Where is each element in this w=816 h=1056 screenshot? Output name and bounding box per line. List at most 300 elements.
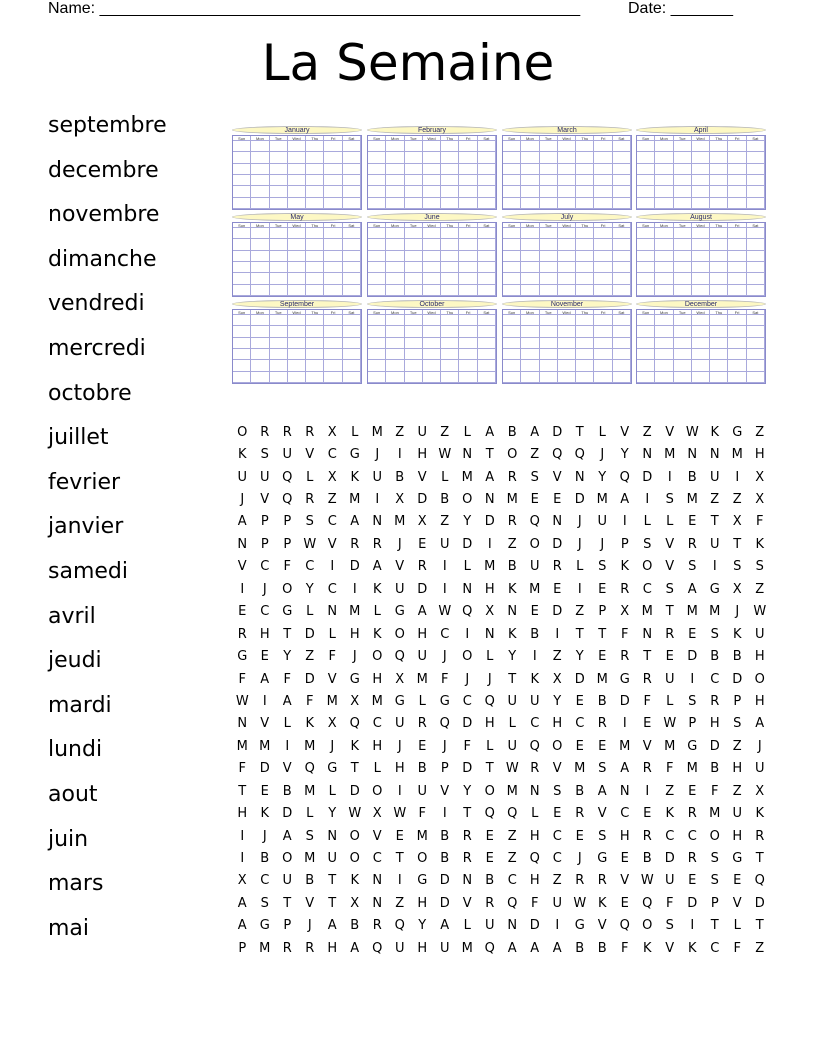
day-cell	[613, 262, 631, 273]
day-cell	[521, 186, 539, 197]
day-cell	[423, 262, 441, 273]
day-cell	[576, 198, 594, 209]
puzzle-letter: C	[327, 447, 337, 463]
puzzle-letter: U	[282, 447, 292, 463]
puzzle-letter: N	[709, 447, 720, 463]
day-cell	[386, 239, 404, 250]
puzzle-letter: V	[732, 895, 742, 911]
puzzle-letter: I	[240, 581, 245, 597]
puzzle-letter: K	[350, 469, 360, 485]
day-cell	[288, 164, 306, 175]
day-cell	[503, 273, 521, 284]
day-cell	[637, 285, 655, 296]
puzzle-letter: I	[667, 469, 672, 485]
puzzle-letter: R	[620, 649, 630, 665]
weekday-label: Fri	[459, 310, 477, 315]
puzzle-letter: S	[710, 626, 719, 642]
day-cell	[270, 152, 288, 163]
day-cell	[288, 338, 306, 349]
puzzle-letter: R	[597, 716, 607, 732]
day-cell	[594, 239, 612, 250]
puzzle-letter: G	[349, 671, 360, 687]
day-cell	[306, 338, 324, 349]
day-cell	[306, 186, 324, 197]
day-cell	[540, 262, 558, 273]
puzzle-letter: B	[687, 469, 697, 485]
puzzle-letter: N	[462, 873, 473, 889]
puzzle-letter: G	[597, 851, 608, 867]
puzzle-letter: Q	[394, 649, 405, 665]
puzzle-letter: G	[709, 581, 720, 597]
puzzle-letter: I	[622, 716, 627, 732]
day-cell	[343, 262, 361, 273]
day-cell	[251, 262, 269, 273]
day-cell	[288, 239, 306, 250]
day-cell	[655, 198, 673, 209]
puzzle-letter: J	[397, 738, 402, 754]
day-cell	[324, 198, 342, 209]
day-cell	[558, 349, 576, 360]
puzzle-letter: H	[327, 940, 338, 956]
puzzle-row	[231, 421, 771, 443]
day-cell	[368, 141, 386, 152]
puzzle-letter: A	[372, 559, 382, 575]
day-cell	[343, 326, 361, 337]
weekday-label: Tue	[540, 136, 558, 141]
month-title: December	[636, 300, 766, 308]
puzzle-letter: M	[641, 604, 653, 620]
day-cell	[558, 326, 576, 337]
puzzle-letter: M	[461, 469, 473, 485]
puzzle-letter: U	[237, 469, 247, 485]
puzzle-letter: B	[395, 469, 405, 485]
puzzle-letter: G	[237, 649, 248, 665]
weekday-label: Wed	[423, 136, 441, 141]
puzzle-letter: L	[463, 918, 471, 934]
puzzle-letter: H	[394, 761, 405, 777]
day-cell	[441, 315, 459, 326]
day-cell	[613, 239, 631, 250]
day-cell	[710, 285, 728, 296]
puzzle-letter: A	[237, 918, 247, 934]
day-cell	[459, 326, 477, 337]
puzzle-letter: T	[665, 604, 674, 620]
puzzle-letter: X	[485, 604, 495, 620]
weekday-label: Thu	[710, 310, 728, 315]
puzzle-letter: M	[686, 604, 698, 620]
weekday-label: Sat	[747, 310, 765, 315]
day-cell	[540, 326, 558, 337]
day-cell	[674, 326, 692, 337]
puzzle-letter: H	[529, 873, 540, 889]
day-cell	[386, 251, 404, 262]
day-cell	[674, 198, 692, 209]
puzzle-letter: A	[597, 783, 607, 799]
puzzle-letter: L	[306, 469, 314, 485]
weekday-label: Sat	[478, 136, 496, 141]
puzzle-letter: I	[397, 873, 402, 889]
day-cell	[368, 251, 386, 262]
day-cell	[233, 175, 251, 186]
puzzle-letter: L	[733, 918, 741, 934]
puzzle-letter: L	[283, 716, 291, 732]
puzzle-letter: M	[236, 738, 248, 754]
puzzle-letter: C	[327, 581, 337, 597]
puzzle-letter: R	[282, 940, 292, 956]
day-cell	[655, 239, 673, 250]
puzzle-letter: U	[552, 895, 562, 911]
puzzle-letter: Z	[575, 604, 585, 620]
puzzle-letter: G	[439, 693, 450, 709]
day-cell	[368, 186, 386, 197]
day-cell	[728, 141, 746, 152]
puzzle-letter: X	[327, 469, 337, 485]
puzzle-letter: N	[642, 626, 653, 642]
day-cell	[324, 349, 342, 360]
puzzle-letter: B	[417, 761, 427, 777]
weekday-label: Mon	[521, 310, 539, 315]
puzzle-letter: E	[688, 626, 697, 642]
puzzle-letter: M	[574, 761, 586, 777]
puzzle-letter: N	[462, 581, 473, 597]
puzzle-letter: C	[530, 716, 540, 732]
day-cell	[576, 285, 594, 296]
puzzle-letter: A	[485, 469, 495, 485]
puzzle-row	[231, 533, 771, 555]
weekday-label: Mon	[521, 223, 539, 228]
puzzle-letter: O	[237, 424, 248, 440]
day-cell	[368, 326, 386, 337]
puzzle-letter: M	[686, 761, 698, 777]
puzzle-letter: V	[597, 918, 607, 934]
puzzle-letter: Q	[372, 940, 383, 956]
day-cell	[558, 228, 576, 239]
puzzle-letter: H	[709, 716, 720, 732]
puzzle-letter: C	[260, 604, 270, 620]
day-cell	[558, 175, 576, 186]
puzzle-letter: D	[754, 895, 765, 911]
puzzle-letter: I	[532, 649, 537, 665]
day-cell	[594, 349, 612, 360]
weekday-label: Fri	[324, 310, 342, 315]
day-cell	[576, 372, 594, 383]
weekday-label: Fri	[459, 136, 477, 141]
puzzle-letter: B	[710, 649, 720, 665]
day-cell	[728, 315, 746, 326]
day-cell	[540, 273, 558, 284]
puzzle-letter: Z	[732, 783, 742, 799]
puzzle-letter: S	[688, 559, 697, 575]
puzzle-letter: Z	[327, 492, 337, 508]
puzzle-letter: I	[375, 492, 380, 508]
day-cell	[270, 228, 288, 239]
puzzle-letter: T	[643, 649, 652, 665]
puzzle-letter: M	[596, 492, 608, 508]
weekday-label: Tue	[405, 310, 423, 315]
day-cell	[343, 239, 361, 250]
puzzle-letter: L	[463, 424, 471, 440]
day-cell	[674, 141, 692, 152]
weekday-label: Sat	[478, 310, 496, 315]
day-cell	[728, 262, 746, 273]
weekday-label: Mon	[521, 136, 539, 141]
weekday-label: Wed	[692, 136, 710, 141]
puzzle-letter: W	[438, 604, 452, 620]
puzzle-letter: L	[666, 693, 674, 709]
puzzle-row	[231, 578, 771, 600]
puzzle-letter: R	[755, 828, 765, 844]
puzzle-letter: O	[709, 828, 720, 844]
day-cell	[324, 141, 342, 152]
day-cell	[233, 152, 251, 163]
day-cell	[637, 349, 655, 360]
puzzle-letter: Z	[440, 514, 450, 530]
day-cell	[503, 164, 521, 175]
puzzle-letter: T	[755, 918, 764, 934]
puzzle-letter: Z	[530, 447, 540, 463]
day-cell	[324, 152, 342, 163]
puzzle-letter: I	[735, 469, 740, 485]
puzzle-letter: V	[620, 873, 630, 889]
day-cell	[306, 315, 324, 326]
puzzle-letter: P	[238, 940, 247, 956]
puzzle-letter: O	[372, 783, 383, 799]
puzzle-letter: M	[304, 851, 316, 867]
day-cell	[324, 372, 342, 383]
day-cell	[306, 285, 324, 296]
day-cell	[270, 273, 288, 284]
puzzle-letter: E	[418, 738, 427, 754]
puzzle-letter: F	[756, 514, 764, 530]
puzzle-letter: X	[732, 581, 742, 597]
day-cell	[576, 349, 594, 360]
puzzle-row	[231, 443, 771, 465]
puzzle-letter: F	[711, 783, 719, 799]
weekday-label: Sun	[503, 136, 521, 141]
day-cell	[692, 175, 710, 186]
puzzle-letter: U	[507, 738, 517, 754]
word-item: octobre	[48, 380, 132, 406]
weekday-label: Sat	[747, 136, 765, 141]
day-cell	[386, 152, 404, 163]
puzzle-letter: C	[327, 514, 337, 530]
puzzle-row	[231, 780, 771, 802]
day-cell	[306, 262, 324, 273]
puzzle-letter: L	[486, 649, 494, 665]
day-cell	[251, 141, 269, 152]
day-cell	[655, 360, 673, 371]
puzzle-letter: Z	[755, 424, 765, 440]
day-cell	[613, 285, 631, 296]
day-cell	[576, 315, 594, 326]
day-cell	[674, 273, 692, 284]
puzzle-letter: A	[237, 514, 247, 530]
puzzle-letter: Z	[440, 424, 450, 440]
day-cell	[692, 360, 710, 371]
day-cell	[233, 360, 251, 371]
day-cell	[478, 315, 496, 326]
day-cell	[405, 152, 423, 163]
puzzle-letter: D	[484, 514, 495, 530]
puzzle-letter: F	[328, 649, 336, 665]
puzzle-letter: D	[574, 671, 585, 687]
puzzle-letter: C	[372, 716, 382, 732]
day-cell	[655, 141, 673, 152]
puzzle-letter: A	[620, 492, 630, 508]
puzzle-letter: Q	[619, 469, 630, 485]
puzzle-letter: G	[619, 671, 630, 687]
month-day-grid	[232, 222, 362, 297]
day-cell	[233, 326, 251, 337]
puzzle-letter: Y	[305, 581, 314, 597]
day-cell	[521, 360, 539, 371]
puzzle-letter: I	[240, 851, 245, 867]
month-day-grid	[367, 309, 497, 384]
puzzle-letter: A	[417, 604, 427, 620]
puzzle-letter: V	[620, 424, 630, 440]
day-cell	[747, 198, 765, 209]
weekday-label: Sat	[613, 136, 631, 141]
weekday-label: Wed	[558, 310, 576, 315]
day-cell	[306, 164, 324, 175]
puzzle-letter: B	[710, 761, 720, 777]
day-cell	[728, 349, 746, 360]
puzzle-letter: E	[688, 783, 697, 799]
puzzle-letter: E	[733, 873, 742, 889]
puzzle-letter: F	[441, 671, 449, 687]
puzzle-letter: A	[237, 895, 247, 911]
puzzle-letter: R	[372, 918, 382, 934]
puzzle-letter: J	[352, 649, 357, 665]
puzzle-letter: U	[484, 918, 495, 934]
puzzle-letter: J	[757, 738, 762, 754]
page-title: La Semaine	[261, 34, 555, 92]
day-cell	[441, 175, 459, 186]
puzzle-letter: M	[304, 783, 316, 799]
puzzle-letter: C	[507, 873, 517, 889]
day-cell	[386, 326, 404, 337]
puzzle-letter: X	[237, 873, 247, 889]
day-cell	[441, 164, 459, 175]
day-cell	[288, 262, 306, 273]
puzzle-letter: K	[597, 895, 607, 911]
day-cell	[368, 164, 386, 175]
puzzle-letter: Z	[305, 649, 315, 665]
puzzle-letter: Q	[484, 940, 495, 956]
puzzle-letter: J	[465, 671, 470, 687]
day-cell	[728, 273, 746, 284]
puzzle-letter: B	[282, 783, 292, 799]
day-cell	[478, 198, 496, 209]
puzzle-letter: L	[328, 783, 336, 799]
day-cell	[441, 372, 459, 383]
puzzle-letter: E	[620, 895, 629, 911]
day-cell	[594, 338, 612, 349]
weekday-label: Tue	[270, 310, 288, 315]
puzzle-letter: Y	[328, 806, 337, 822]
day-cell	[594, 315, 612, 326]
weekday-label: Mon	[386, 136, 404, 141]
day-cell	[540, 239, 558, 250]
puzzle-letter: T	[733, 536, 742, 552]
puzzle-letter: U	[282, 873, 292, 889]
puzzle-letter: T	[463, 806, 472, 822]
puzzle-letter: B	[440, 828, 450, 844]
day-cell	[459, 262, 477, 273]
puzzle-letter: D	[304, 626, 315, 642]
puzzle-letter: T	[575, 626, 584, 642]
day-cell	[594, 152, 612, 163]
day-cell	[233, 186, 251, 197]
puzzle-letter: J	[600, 536, 605, 552]
puzzle-letter: X	[395, 492, 405, 508]
puzzle-letter: G	[417, 873, 428, 889]
puzzle-letter: R	[620, 581, 630, 597]
day-cell	[306, 141, 324, 152]
day-cell	[503, 262, 521, 273]
puzzle-letter: J	[577, 536, 582, 552]
puzzle-letter: V	[237, 559, 247, 575]
day-cell	[324, 228, 342, 239]
puzzle-letter: U	[709, 536, 720, 552]
day-cell	[692, 273, 710, 284]
puzzle-letter: R	[530, 761, 540, 777]
puzzle-letter: V	[440, 783, 450, 799]
puzzle-letter: X	[620, 604, 630, 620]
day-cell	[288, 273, 306, 284]
puzzle-letter: G	[687, 738, 698, 754]
puzzle-letter: Z	[665, 783, 675, 799]
day-cell	[613, 251, 631, 262]
day-cell	[503, 228, 521, 239]
day-cell	[521, 372, 539, 383]
puzzle-letter: L	[306, 604, 314, 620]
day-cell	[405, 285, 423, 296]
puzzle-letter: R	[575, 873, 585, 889]
day-cell	[233, 262, 251, 273]
day-cell	[459, 228, 477, 239]
word-item: lundi	[48, 737, 103, 763]
day-cell	[423, 198, 441, 209]
puzzle-letter: O	[462, 492, 473, 508]
day-cell	[594, 273, 612, 284]
day-cell	[637, 198, 655, 209]
puzzle-letter: J	[375, 447, 380, 463]
day-cell	[637, 164, 655, 175]
puzzle-letter: Y	[463, 783, 472, 799]
day-cell	[540, 198, 558, 209]
puzzle-letter: O	[642, 559, 653, 575]
word-item: mercredi	[48, 335, 146, 361]
day-cell	[368, 349, 386, 360]
puzzle-letter: C	[260, 873, 270, 889]
puzzle-letter: O	[462, 649, 473, 665]
day-cell	[459, 198, 477, 209]
day-cell	[503, 326, 521, 337]
day-cell	[710, 273, 728, 284]
puzzle-letter: F	[666, 895, 674, 911]
day-cell	[343, 251, 361, 262]
puzzle-letter: S	[733, 559, 742, 575]
puzzle-letter: S	[733, 716, 742, 732]
weekday-label: Fri	[728, 310, 746, 315]
puzzle-letter: U	[664, 873, 675, 889]
puzzle-letter: B	[530, 626, 540, 642]
day-cell	[343, 141, 361, 152]
day-cell	[594, 372, 612, 383]
puzzle-letter: B	[575, 940, 585, 956]
puzzle-letter: Q	[394, 918, 405, 934]
